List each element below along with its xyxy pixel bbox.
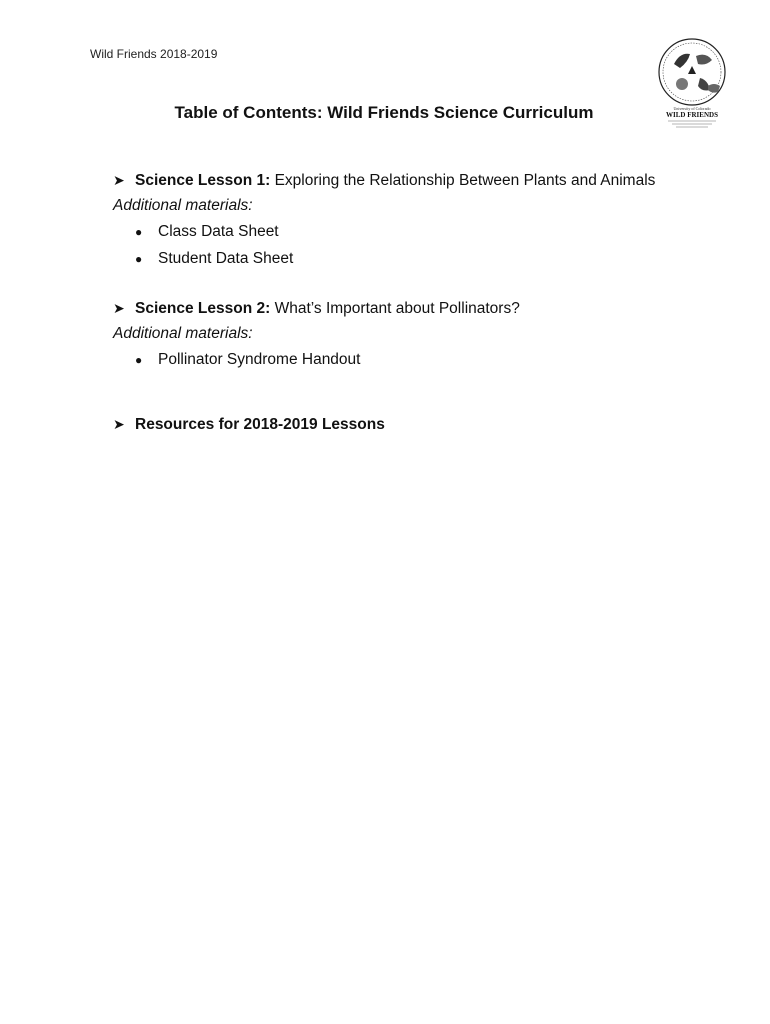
arrowhead-icon: ➤ (113, 300, 125, 316)
arrowhead-icon: ➤ (113, 172, 125, 188)
arrowhead-icon: ➤ (113, 416, 125, 432)
lesson-2-heading (113, 298, 713, 319)
bullet-icon: ● (135, 252, 143, 266)
list-item (135, 222, 713, 242)
document-title: Table of Contents: Wild Friends Science Curriculum (174, 103, 594, 122)
lesson-2-materials-list (113, 350, 713, 370)
lesson-2-materials-label: Additional materials: (113, 325, 253, 342)
lesson-1-materials-label: Additional materials: (113, 197, 253, 214)
svg-text:University of Colorado: University of Colorado (673, 106, 711, 111)
lesson-2-label: Science Lesson 2: (135, 300, 271, 317)
page-header: Wild Friends 2018-2019 (90, 47, 218, 61)
resources-label: Resources for 2018-2019 Lessons (135, 416, 385, 433)
resources-section (113, 414, 713, 435)
lesson-1-label: Science Lesson 1: (135, 172, 271, 189)
svg-text:WILD FRIENDS: WILD FRIENDS (666, 111, 718, 119)
lesson-2-description: What’s Important about Pollinators? (270, 300, 520, 317)
lesson-2-section (113, 298, 713, 377)
lesson-1-materials-list (113, 222, 713, 269)
resources-heading (113, 414, 713, 435)
material-item-label: Pollinator Syndrome Handout (158, 351, 361, 368)
material-item-label: Student Data Sheet (158, 250, 294, 267)
bullet-icon: ● (135, 353, 143, 367)
lesson-1-section (113, 170, 713, 276)
list-item (135, 249, 713, 269)
lesson-1-description: Exploring the Relationship Between Plants and Animals (270, 172, 656, 189)
list-item (135, 350, 713, 370)
bullet-icon: ● (135, 225, 143, 239)
material-item-label: Class Data Sheet (158, 223, 279, 240)
lesson-1-heading (113, 170, 713, 191)
